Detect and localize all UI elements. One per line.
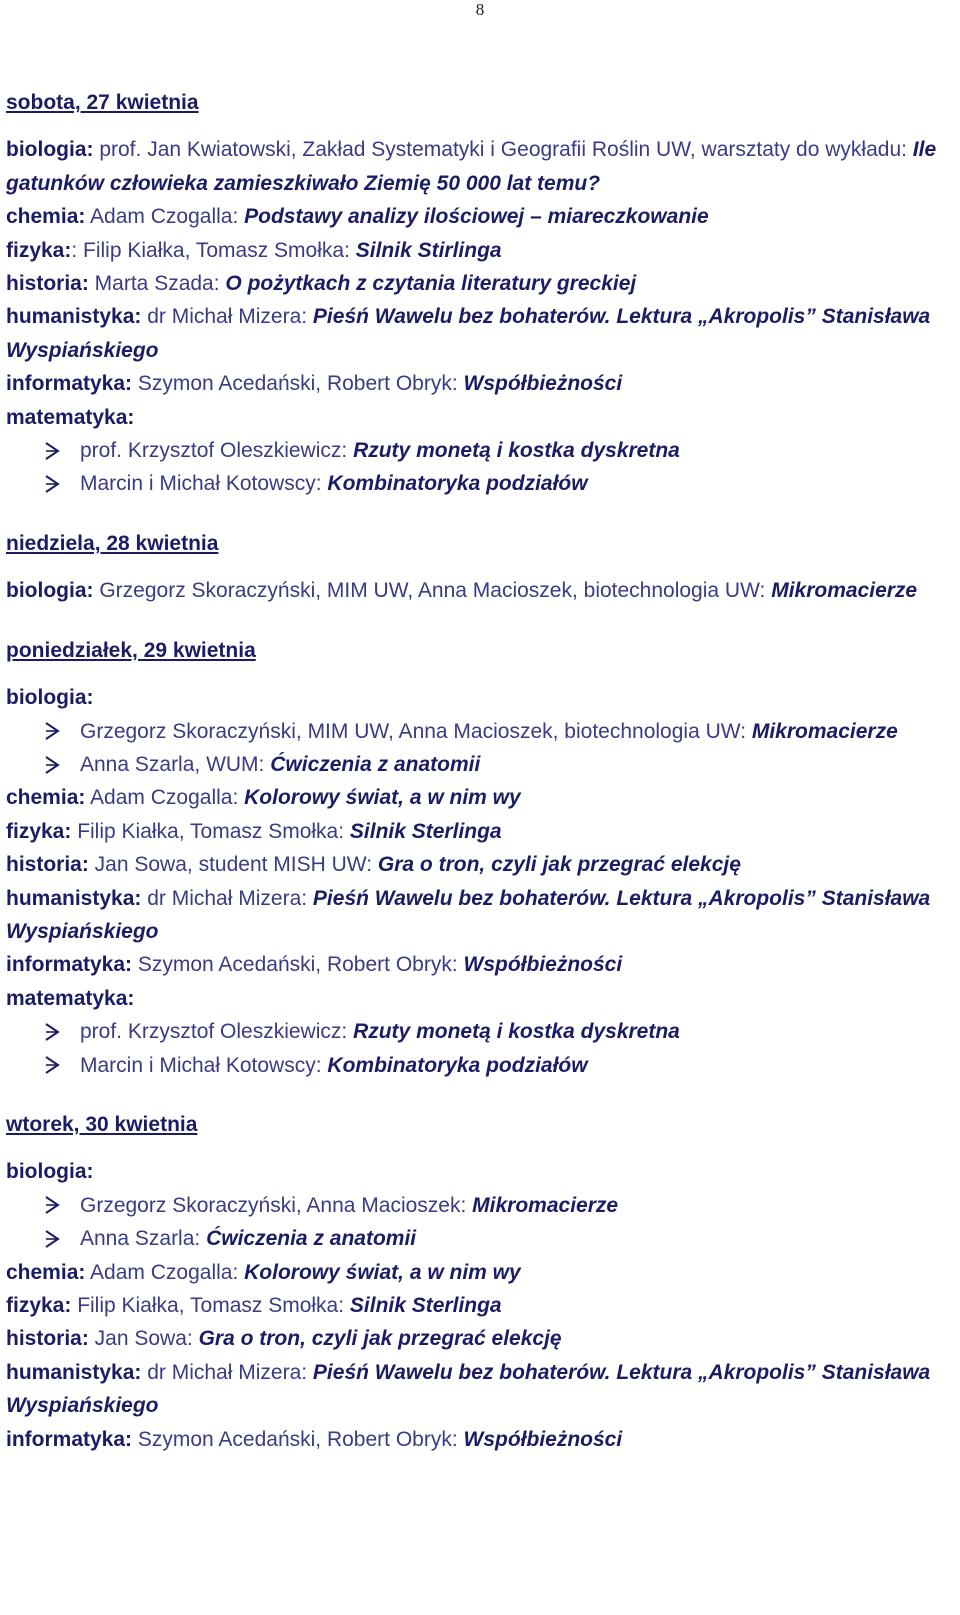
day-section bbox=[6, 527, 954, 608]
arrow-bullet-icon bbox=[44, 434, 80, 467]
subject-label: fizyka: bbox=[6, 238, 72, 262]
entry-title: Kombinatoryka podziałów bbox=[327, 472, 588, 496]
subject-label: chemia: bbox=[6, 205, 86, 229]
subject-label: humanistyka: bbox=[6, 1360, 142, 1384]
arrow-bullet-icon bbox=[44, 748, 80, 781]
day-heading: wtorek, 30 kwietnia bbox=[6, 1112, 198, 1136]
entry-title: Mikromacierze bbox=[751, 719, 898, 743]
schedule-entry bbox=[6, 367, 954, 400]
entry-title: O pożytkach z czytania literatury greckiej bbox=[225, 272, 637, 296]
subject-label: biologia: bbox=[6, 579, 94, 603]
entry-person: Szymon Acedański, Robert Obryk: bbox=[132, 953, 464, 977]
schedule-entry bbox=[6, 781, 954, 814]
schedule-entry bbox=[6, 815, 954, 848]
schedule-entry bbox=[6, 1289, 954, 1322]
schedule-entry bbox=[6, 948, 954, 981]
schedule-entry bbox=[6, 1423, 954, 1456]
subject-label: historia: bbox=[6, 1327, 89, 1351]
entry-title: Ćwiczenia z anatomii bbox=[206, 1227, 417, 1251]
entry-person: Adam Czogalla: bbox=[85, 786, 245, 810]
entry-person: prof. Krzysztof Oleszkiewicz: bbox=[80, 1020, 354, 1044]
schedule-entry bbox=[6, 401, 954, 434]
entry-person: Jan Sowa, student MISH UW: bbox=[88, 853, 378, 877]
subject-label: chemia: bbox=[6, 786, 86, 810]
bullet-item bbox=[6, 715, 954, 748]
schedule-entry bbox=[6, 1256, 954, 1289]
entry-title: Gra o tron, czyli jak przegrać elekcję bbox=[377, 853, 741, 877]
schedule-entry bbox=[6, 848, 954, 881]
bullet-item bbox=[6, 1189, 954, 1222]
entry-person: : Filip Kiałka, Tomasz Smołka: bbox=[71, 238, 356, 262]
subject-label: chemia: bbox=[6, 1260, 86, 1284]
entry-title: Rzuty monetą i kostka dyskretna bbox=[353, 439, 680, 463]
entry-person: Marcin i Michał Kotowscy: bbox=[80, 472, 328, 496]
entry-person: Adam Czogalla: bbox=[85, 205, 245, 229]
subject-label: historia: bbox=[6, 272, 89, 296]
subject-label: humanistyka: bbox=[6, 886, 142, 910]
day-heading: sobota, 27 kwietnia bbox=[6, 91, 199, 114]
subject-label: fizyka: bbox=[6, 1294, 72, 1317]
entry-person: dr Michał Mizera: bbox=[141, 305, 313, 329]
bullet-item bbox=[6, 1222, 954, 1255]
schedule bbox=[6, 86, 954, 1456]
entry-person: prof. Jan Kwiatowski, Zakład Systematyki i Geografii Roślin UW, warsztaty do wykładu: bbox=[93, 138, 913, 162]
entry-title: Współbieżności bbox=[463, 1427, 623, 1451]
entry-person: Grzegorz Skoraczyński, Anna Macioszek: bbox=[80, 1193, 473, 1217]
bullet-item bbox=[6, 467, 954, 500]
day-section bbox=[6, 1108, 954, 1456]
subject-label: matematyka: bbox=[6, 405, 135, 429]
entry-person: Adam Czogalla: bbox=[85, 1260, 245, 1284]
page-number: 8 bbox=[475, 0, 485, 19]
entry-title: Kombinatoryka podziałów bbox=[327, 1053, 588, 1077]
schedule-entry bbox=[6, 681, 954, 714]
subject-label: informatyka: bbox=[6, 953, 133, 977]
subject-label: historia: bbox=[6, 853, 89, 877]
entry-person: dr Michał Mizera: bbox=[141, 886, 313, 910]
entry-person: Szymon Acedański, Robert Obryk: bbox=[132, 372, 464, 396]
schedule-entry bbox=[6, 982, 954, 1015]
schedule-entry bbox=[6, 1322, 954, 1355]
arrow-bullet-icon bbox=[44, 1015, 80, 1048]
entry-title: Mikromacierze bbox=[771, 579, 918, 603]
schedule-entry bbox=[6, 1155, 954, 1188]
subject-label: informatyka: bbox=[6, 372, 133, 396]
entry-title: Silnik Sterlinga bbox=[349, 819, 502, 843]
entry-person: Grzegorz Skoraczyński, MIM UW, Anna Macioszek, biotechnologia UW: bbox=[93, 579, 772, 603]
schedule-entry bbox=[6, 200, 954, 233]
entry-title: Silnik Stirlinga bbox=[355, 238, 502, 262]
day-section bbox=[6, 86, 954, 501]
day-heading: poniedziałek, 29 kwietnia bbox=[6, 638, 256, 662]
entry-title: Ile gatunków człowieka zamieszkiwało Ziemię 50 000 lat temu? bbox=[6, 138, 937, 195]
bullet-item bbox=[6, 434, 954, 467]
schedule-entry bbox=[6, 1356, 954, 1423]
day-section bbox=[6, 634, 954, 1082]
entry-title: Mikromacierze bbox=[472, 1193, 619, 1217]
subject-label: biologia: bbox=[6, 138, 94, 162]
entry-person: Anna Szarla, WUM: bbox=[80, 752, 271, 776]
day-heading: niedziela, 28 kwietnia bbox=[6, 531, 219, 555]
entry-person: dr Michał Mizera: bbox=[141, 1360, 313, 1384]
entry-title: Ćwiczenia z anatomii bbox=[270, 752, 481, 776]
schedule-entry bbox=[6, 133, 954, 200]
bullet-item bbox=[6, 748, 954, 781]
schedule-entry bbox=[6, 234, 954, 267]
schedule-entry bbox=[6, 300, 954, 367]
entry-person: Anna Szarla: bbox=[80, 1227, 207, 1251]
entry-person: prof. Krzysztof Oleszkiewicz: bbox=[80, 439, 354, 463]
entry-person: Szymon Acedański, Robert Obryk: bbox=[132, 1427, 464, 1451]
arrow-bullet-icon bbox=[44, 1189, 80, 1222]
entry-title: Pieśń Wawelu bez bohaterów. Lektura „Akropolis” Stanisława Wyspiańskiego bbox=[6, 1360, 931, 1418]
entry-person: Filip Kiałka, Tomasz Smołka: bbox=[71, 819, 350, 843]
subject-label: matematyka: bbox=[6, 986, 135, 1010]
entry-title: Współbieżności bbox=[463, 953, 623, 977]
schedule-entry bbox=[6, 267, 954, 300]
entry-title: Silnik Sterlinga bbox=[349, 1294, 502, 1317]
subject-label: fizyka: bbox=[6, 819, 72, 843]
arrow-bullet-icon bbox=[44, 1222, 80, 1255]
entry-title: Pieśń Wawelu bez bohaterów. Lektura „Akropolis” Stanisława Wyspiańskiego bbox=[6, 886, 931, 943]
entry-title: Współbieżności bbox=[463, 372, 623, 396]
bullet-item bbox=[6, 1015, 954, 1048]
entry-person: Jan Sowa: bbox=[88, 1327, 199, 1351]
entry-person: Filip Kiałka, Tomasz Smołka: bbox=[71, 1294, 350, 1317]
entry-title: Kolorowy świat, a w nim wy bbox=[244, 786, 521, 810]
entry-title: Rzuty monetą i kostka dyskretna bbox=[353, 1020, 680, 1044]
arrow-bullet-icon bbox=[44, 467, 80, 500]
subject-label: humanistyka: bbox=[6, 305, 142, 329]
bullet-item bbox=[6, 1049, 954, 1082]
entry-person: Grzegorz Skoraczyński, MIM UW, Anna Macioszek, biotechnologia UW: bbox=[80, 719, 752, 743]
subject-label: biologia: bbox=[6, 1160, 94, 1184]
arrow-bullet-icon bbox=[44, 1049, 80, 1082]
schedule-entry bbox=[6, 574, 954, 607]
entry-person: Marcin i Michał Kotowscy: bbox=[80, 1053, 328, 1077]
arrow-bullet-icon bbox=[44, 715, 80, 748]
entry-title: Kolorowy świat, a w nim wy bbox=[244, 1260, 521, 1284]
subject-label: informatyka: bbox=[6, 1427, 133, 1451]
entry-person: Marta Szada: bbox=[88, 272, 226, 296]
entry-title: Podstawy analizy ilościowej – miareczkowanie bbox=[244, 205, 709, 229]
schedule-entry bbox=[6, 882, 954, 949]
subject-label: biologia: bbox=[6, 686, 94, 710]
entry-title: Gra o tron, czyli jak przegrać elekcję bbox=[198, 1327, 562, 1351]
entry-title: Pieśń Wawelu bez bohaterów. Lektura „Akropolis” Stanisława Wyspiańskiego bbox=[6, 305, 931, 362]
